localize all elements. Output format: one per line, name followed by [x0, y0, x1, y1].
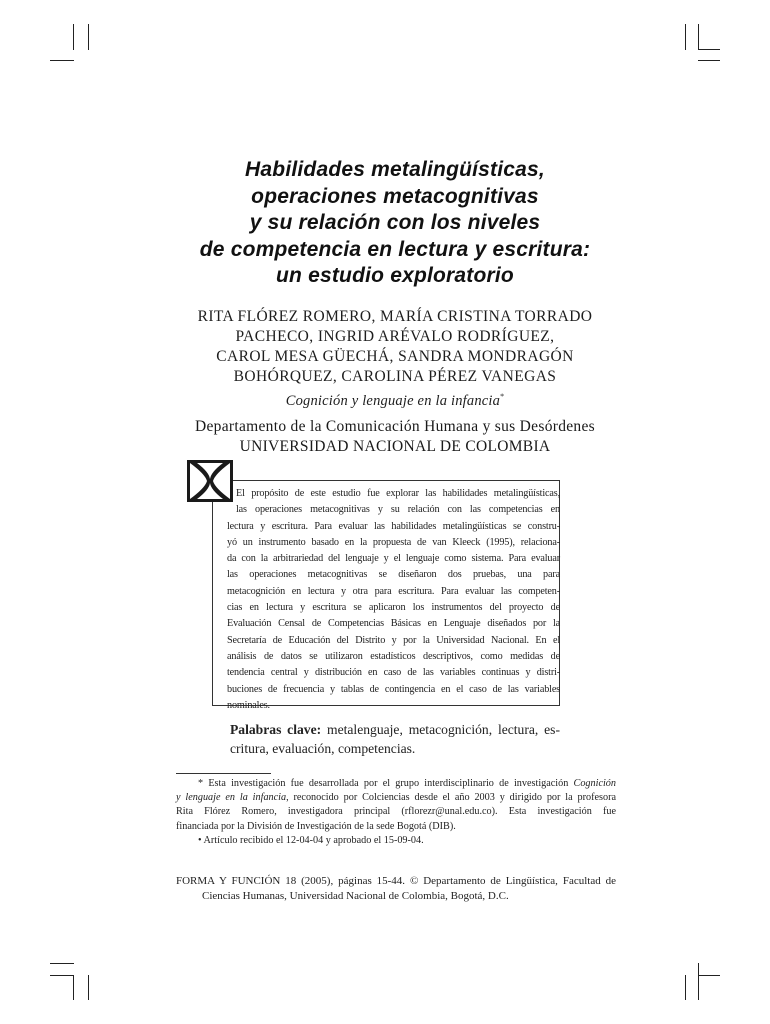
abstract-line: El propósito de este estudio fue explorar las habilidades metalingüísticas, — [236, 488, 560, 499]
article-title — [160, 157, 630, 290]
author-line: CAROL MESA GÜECHÁ, SANDRA MONDRAGÓN — [216, 348, 574, 365]
author-line: RITA FLÓREZ ROMERO, MARÍA CRISTINA TORRADO — [197, 308, 593, 325]
abstract-line: tendencia central y distribución en caso de las variables continuas y distri- — [227, 667, 560, 679]
abstract-line: da con la arbitrariedad del lenguaje y el lenguaje como sistema. Para evaluar — [227, 553, 560, 565]
research-group-name: Cognición y lenguaje en la infancia — [285, 393, 501, 409]
footnote-line: Rita Flórez Romero, investigadora principal (rflorezr@unal.edu.co). Esta investigación fue — [176, 806, 616, 818]
footnote-line — [176, 777, 616, 791]
footnote-line: financiada por la División de Investigación de la sede Bogotá (DIB). — [176, 820, 456, 832]
affiliation — [140, 417, 650, 457]
title-line: de competencia en lectura y escritura: — [199, 237, 591, 261]
author-line: BOHÓRQUEZ, CAROLINA PÉREZ VANEGAS — [233, 368, 557, 385]
author-list — [140, 307, 650, 411]
abstract-line: yó un instrumento basado en la propuesta de van Kleeck (1995), relaciona- — [227, 536, 560, 548]
keywords-line — [230, 720, 560, 739]
abstract-line: nominales. — [227, 699, 270, 711]
footnote-text: * Esta investigación fue desarrollada por el grupo interdisciplinario de investigación — [198, 778, 569, 789]
abstract-line: buciones de frecuencia y tablas de contingencia en el caso de las variables — [227, 683, 560, 695]
abstract — [227, 486, 560, 714]
abstract-line: metacognición en lectura y otra para escritura. Para evaluar las competen- — [227, 585, 560, 597]
abstract-line: cias en lectura y escritura se aplicaron los instrumentos del proyecto de — [227, 602, 560, 614]
research-group — [140, 387, 650, 411]
abstract-line: lectura y escritura. Para evaluar las habilidades metalingüísticas se constru- — [227, 520, 560, 532]
title-line: un estudio exploratorio — [276, 264, 514, 287]
title-line: operaciones metacognitivas — [251, 184, 539, 208]
abstract-line: Evaluación Censal de Competencias Básicas en Lenguaje diseñados por la — [227, 618, 560, 630]
abstract-line: Secretaría de Educación del Distrito y por la Universidad Nacional. En el — [227, 634, 560, 646]
publication-line: FORMA Y FUNCIÓN 18 (2005), páginas 15-44. © Departamento de Lingüística, Facultad de — [176, 875, 616, 887]
footnote-line — [176, 791, 616, 805]
footnote-italic: y lenguaje en la infancia — [176, 792, 287, 804]
department: Departamento de la Comunicación Humana y sus Desórdenes — [194, 418, 595, 435]
keywords — [230, 720, 560, 758]
abstract-line: las operaciones metacognitivas se diseñaron dos pruebas, una para — [227, 569, 560, 581]
footnote-rule — [176, 773, 271, 774]
abstract-line: las operaciones metacognitivas y su relación con las competencias en — [236, 504, 560, 516]
keywords-text: metalenguaje, metacognición, lectura, es- — [327, 722, 560, 737]
title-line: Habilidades metalingüísticas, — [245, 158, 545, 181]
keywords-label: Palabras clave: — [230, 722, 322, 737]
keywords-line-2: critura, evaluación, competencias. — [230, 741, 416, 756]
footnote — [176, 777, 616, 848]
publication-line: Ciencias Humanas, Universidad Nacional de Colombia, Bogotá, D.C. — [202, 890, 509, 902]
university: UNIVERSIDAD NACIONAL DE COLOMBIA — [239, 438, 551, 455]
publication-info — [176, 874, 616, 904]
footnote-text: , reconocido por Colciencias desde el año 2003 y dirigido por la profesora — [286, 792, 616, 804]
footnote-italic: Cognición — [573, 778, 616, 789]
author-line: PACHECO, INGRID ARÉVALO RODRÍGUEZ, — [235, 328, 555, 345]
footnote-marker: * — [500, 392, 505, 401]
article-dates: • Artículo recibido el 12-04-04 y aprobado el 15-09-04. — [198, 834, 424, 846]
title-line: y su relación con los niveles — [249, 211, 541, 234]
abstract-line: análisis de datos se utilizaron estadísticos descriptivos, como medidas de — [227, 650, 560, 662]
